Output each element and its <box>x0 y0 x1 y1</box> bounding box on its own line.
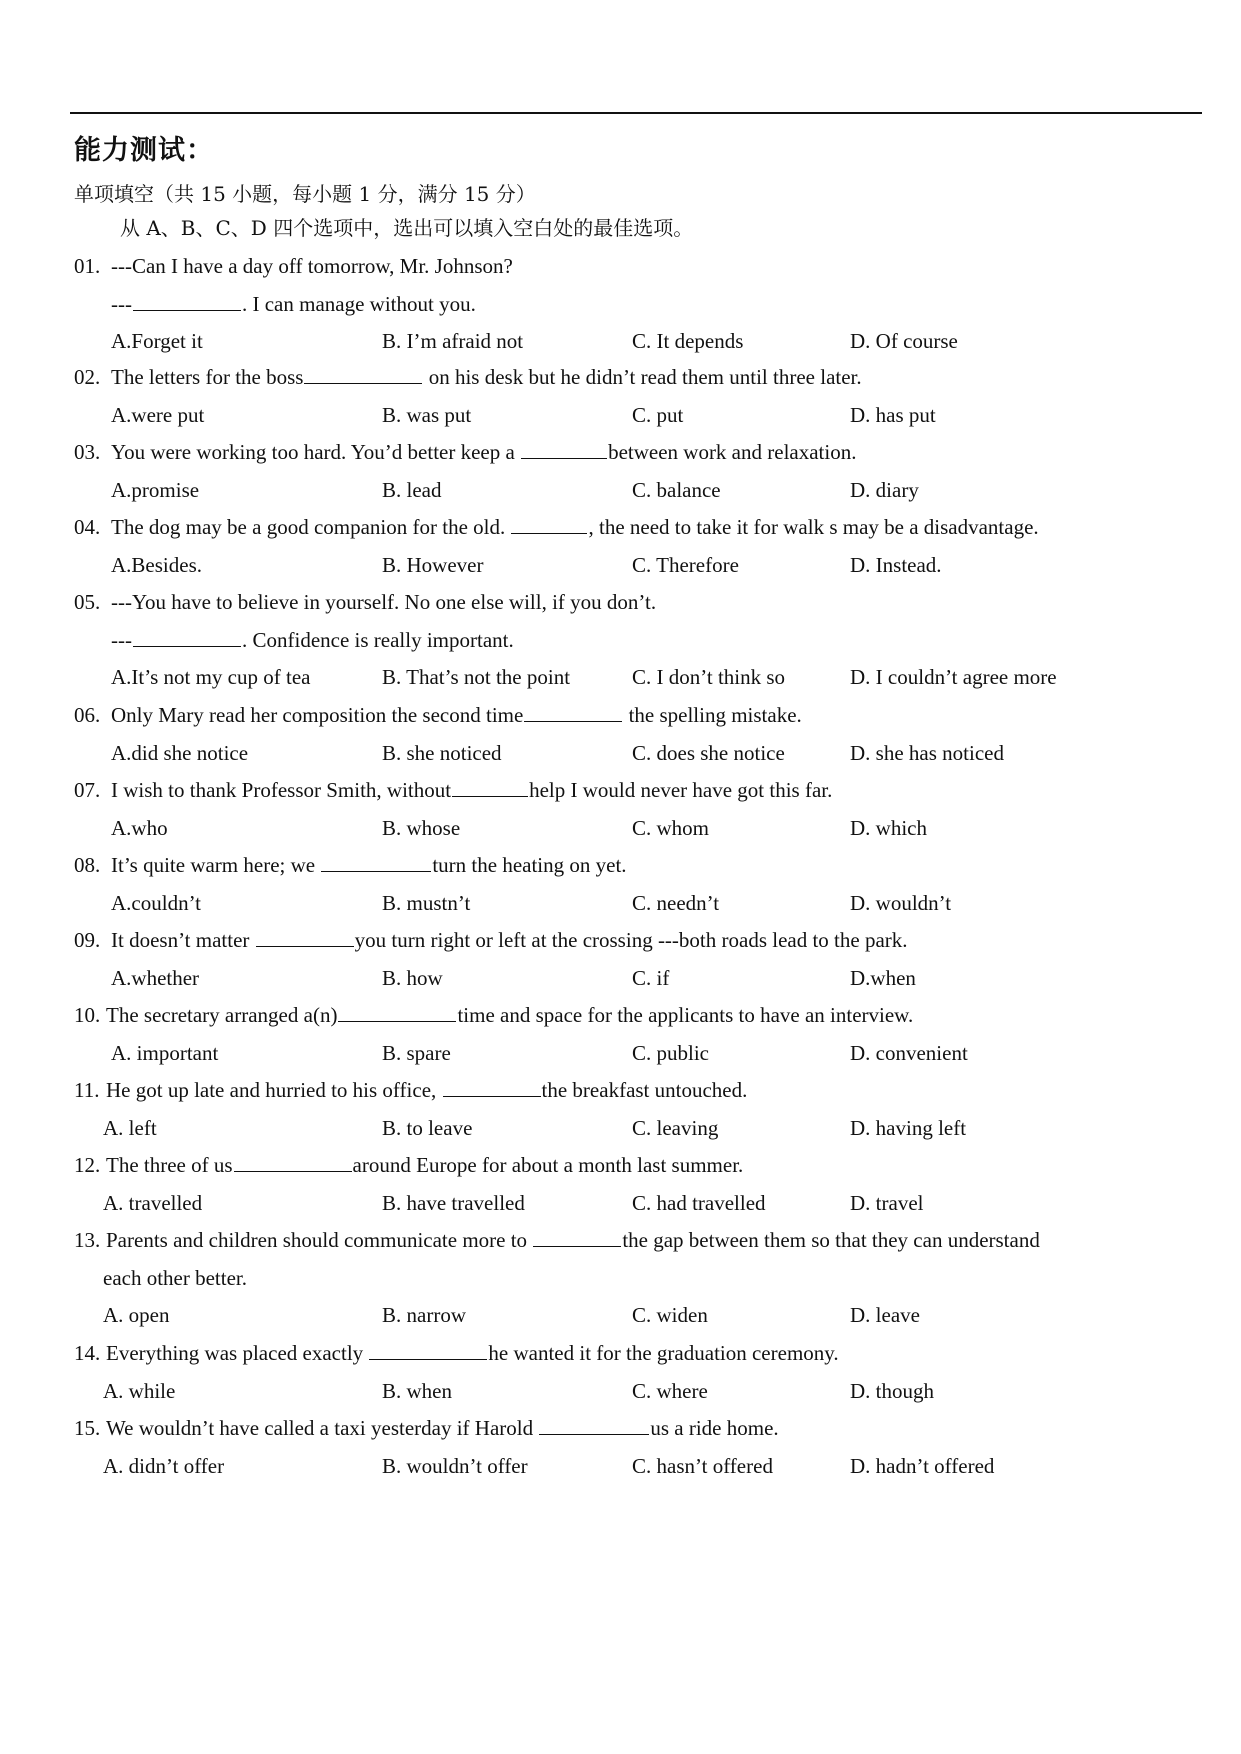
question-number: 14. <box>74 1341 101 1365</box>
option-b: B. was put <box>382 402 472 427</box>
question-stem: The secretary arranged a(n) <box>106 1003 338 1027</box>
question-10 <box>74 1001 913 1029</box>
question-stem: The dog may be a good companion for the old. <box>111 515 511 539</box>
option-b: B. wouldn’t offer <box>382 1453 528 1478</box>
question-stem: us a ride home. <box>650 1416 779 1440</box>
question-stem: time and space for the applicants to have an interview. <box>457 1003 914 1027</box>
question-12 <box>74 1151 743 1179</box>
answer-blank <box>133 626 241 647</box>
header-rule <box>70 112 1202 114</box>
question-number: 02. <box>74 365 101 389</box>
answer-blank <box>533 1226 621 1247</box>
option-b: B. she noticed <box>382 740 502 765</box>
question-2 <box>74 363 862 391</box>
option-c: C. Therefore <box>632 552 739 577</box>
answer-blank <box>524 701 622 722</box>
question-stem: ---You have to believe in yourself. No one else will, if you don’t. <box>111 590 657 614</box>
option-a: A.Besides. <box>111 552 202 577</box>
option-c: C. leaving <box>632 1115 719 1140</box>
question-7 <box>74 776 832 804</box>
option-a: A.Forget it <box>111 329 203 353</box>
option-a: A.were put <box>111 402 205 427</box>
question-number: 15. <box>74 1416 101 1440</box>
option-a: A. important <box>111 1040 219 1065</box>
option-c: C. widen <box>632 1303 708 1327</box>
question-stem: turn the heating on yet. <box>432 853 627 877</box>
question-number: 04. <box>74 515 101 539</box>
question-stem-continued: each other better. <box>103 1265 248 1290</box>
question-number: 03. <box>74 440 101 464</box>
option-b: B. when <box>382 1378 452 1403</box>
question-number: 10. <box>74 1003 101 1027</box>
question-stem: between work and relaxation. <box>608 440 857 464</box>
option-c: C. balance <box>632 477 721 502</box>
question-stem: We wouldn’t have called a taxi yesterday if Harold <box>106 1416 539 1440</box>
option-d: D. Instead. <box>850 552 942 577</box>
option-d: D. having left <box>850 1115 967 1140</box>
option-c: C. public <box>632 1040 709 1065</box>
option-a: A. didn’t offer <box>103 1453 225 1478</box>
option-b: B. mustn’t <box>382 890 471 915</box>
option-d: D. which <box>850 815 927 840</box>
option-c: C. if <box>632 965 670 990</box>
response-text: . Confidence is really important. <box>241 627 514 652</box>
response-line <box>111 626 514 654</box>
question-stem: You were working too hard. You’d better keep a <box>111 440 521 464</box>
option-d: D. Of course <box>850 329 958 353</box>
question-number: 05. <box>74 590 101 614</box>
option-a: A. travelled <box>103 1190 203 1215</box>
option-b: B. lead <box>382 477 442 502</box>
option-a: A.whether <box>111 965 200 990</box>
question-stem: he wanted it for the graduation ceremony. <box>488 1341 839 1365</box>
question-stem: Parents and children should communicate more to <box>106 1228 533 1252</box>
question-stem: help I would never have got this far. <box>529 778 833 802</box>
option-b: B. have travelled <box>382 1190 525 1215</box>
option-b: B. to leave <box>382 1115 473 1140</box>
question-stem: It doesn’t matter <box>111 928 255 952</box>
question-stem: around Europe for about a month last summer. <box>352 1153 744 1177</box>
response-text: . I can manage without you. <box>241 291 476 316</box>
question-13 <box>74 1226 1040 1254</box>
option-d: D. I couldn’t agree more <box>850 665 1057 689</box>
option-c: C. does she notice <box>632 740 785 765</box>
question-stem: Only Mary read her composition the second time <box>111 703 524 727</box>
option-a: A.It’s not my cup of tea <box>111 665 311 689</box>
option-b: B. how <box>382 965 443 990</box>
answer-blank <box>338 1001 456 1022</box>
option-d: D. travel <box>850 1190 924 1215</box>
question-stem: the gap between them so that they can understand <box>622 1228 1040 1252</box>
question-stem: I wish to thank Professor Smith, without <box>111 778 452 802</box>
option-d: D. hadn’t offered <box>850 1453 995 1478</box>
question-8 <box>74 851 627 879</box>
answer-blank <box>452 776 528 797</box>
response-prefix: --- <box>111 291 132 316</box>
section-heading: 单项填空（共 15 小题，每小题 1 分，满分 15 分） <box>74 182 536 206</box>
answer-blank <box>234 1151 352 1172</box>
question-number: 08. <box>74 853 101 877</box>
question-14 <box>74 1339 839 1367</box>
option-a: A. while <box>103 1378 176 1403</box>
answer-blank <box>369 1339 487 1360</box>
question-1 <box>74 252 513 280</box>
option-c: C. needn’t <box>632 890 720 915</box>
question-15 <box>74 1414 779 1442</box>
option-d: D. diary <box>850 477 919 502</box>
option-d: D.when <box>850 965 916 990</box>
question-5 <box>74 588 656 616</box>
question-number: 11. <box>74 1078 100 1102</box>
option-c: C. put <box>632 402 684 427</box>
question-number: 07. <box>74 778 101 802</box>
question-number: 06. <box>74 703 101 727</box>
question-4 <box>74 513 1039 541</box>
answer-blank <box>133 290 241 311</box>
option-a: A. left <box>103 1115 157 1140</box>
option-b: B. whose <box>382 815 461 840</box>
option-c: C. where <box>632 1378 708 1403</box>
option-c: C. I don’t think so <box>632 665 786 689</box>
answer-blank <box>443 1076 541 1097</box>
response-line <box>111 290 476 318</box>
option-a: A.promise <box>111 477 200 502</box>
question-stem: It’s quite warm here; we <box>111 853 321 877</box>
question-stem: ---Can I have a day off tomorrow, Mr. Johnson? <box>111 254 513 278</box>
question-stem: the spelling mistake. <box>623 703 802 727</box>
question-number: 12. <box>74 1153 101 1177</box>
answer-blank <box>256 926 354 947</box>
question-stem: He got up late and hurried to his office, <box>106 1078 442 1102</box>
question-6 <box>74 701 802 729</box>
question-stem: the breakfast untouched. <box>541 1078 748 1102</box>
option-a: A.did she notice <box>111 740 249 765</box>
option-c: C. had travelled <box>632 1190 766 1215</box>
option-a: A.who <box>111 815 168 840</box>
question-stem: , the need to take it for walk s may be a disadvantage. <box>588 515 1039 539</box>
instruction: 从 A、B、C、D 四个选项中，选出可以填入空白处的最佳选项。 <box>120 216 694 240</box>
option-a: A.couldn’t <box>111 890 202 915</box>
answer-blank <box>521 438 607 459</box>
option-d: D. leave <box>850 1303 920 1327</box>
option-c: C. whom <box>632 815 710 840</box>
question-stem: The letters for the boss <box>111 365 304 389</box>
answer-blank <box>304 363 422 384</box>
option-b: B. narrow <box>382 1303 466 1327</box>
answer-blank <box>321 851 431 872</box>
question-number: 13. <box>74 1228 101 1252</box>
response-prefix: --- <box>111 627 132 652</box>
answer-blank <box>511 513 587 534</box>
option-b: B. I’m afraid not <box>382 329 524 353</box>
option-d: D. she has noticed <box>850 740 1004 765</box>
option-a: A. open <box>103 1303 170 1327</box>
option-d: D. wouldn’t <box>850 890 952 915</box>
question-stem: The three of us <box>106 1153 233 1177</box>
option-b: B. However <box>382 552 484 577</box>
option-c: C. hasn’t offered <box>632 1453 773 1478</box>
question-number: 01. <box>74 254 101 278</box>
option-b: B. That’s not the point <box>382 665 571 689</box>
question-number: 09. <box>74 928 101 952</box>
question-3 <box>74 438 856 466</box>
question-stem: you turn right or left at the crossing ---both roads lead to the park. <box>354 928 908 952</box>
option-c: C. It depends <box>632 329 744 353</box>
answer-blank <box>539 1414 649 1435</box>
page-title: 能力测试： <box>74 135 214 166</box>
option-d: D. has put <box>850 402 936 427</box>
option-b: B. spare <box>382 1040 451 1065</box>
option-d: D. though <box>850 1378 934 1403</box>
option-d: D. convenient <box>850 1040 968 1065</box>
question-stem: on his desk but he didn’t read them until three later. <box>423 365 862 389</box>
question-11 <box>74 1076 747 1104</box>
question-stem: Everything was placed exactly <box>106 1341 369 1365</box>
question-9 <box>74 926 908 954</box>
